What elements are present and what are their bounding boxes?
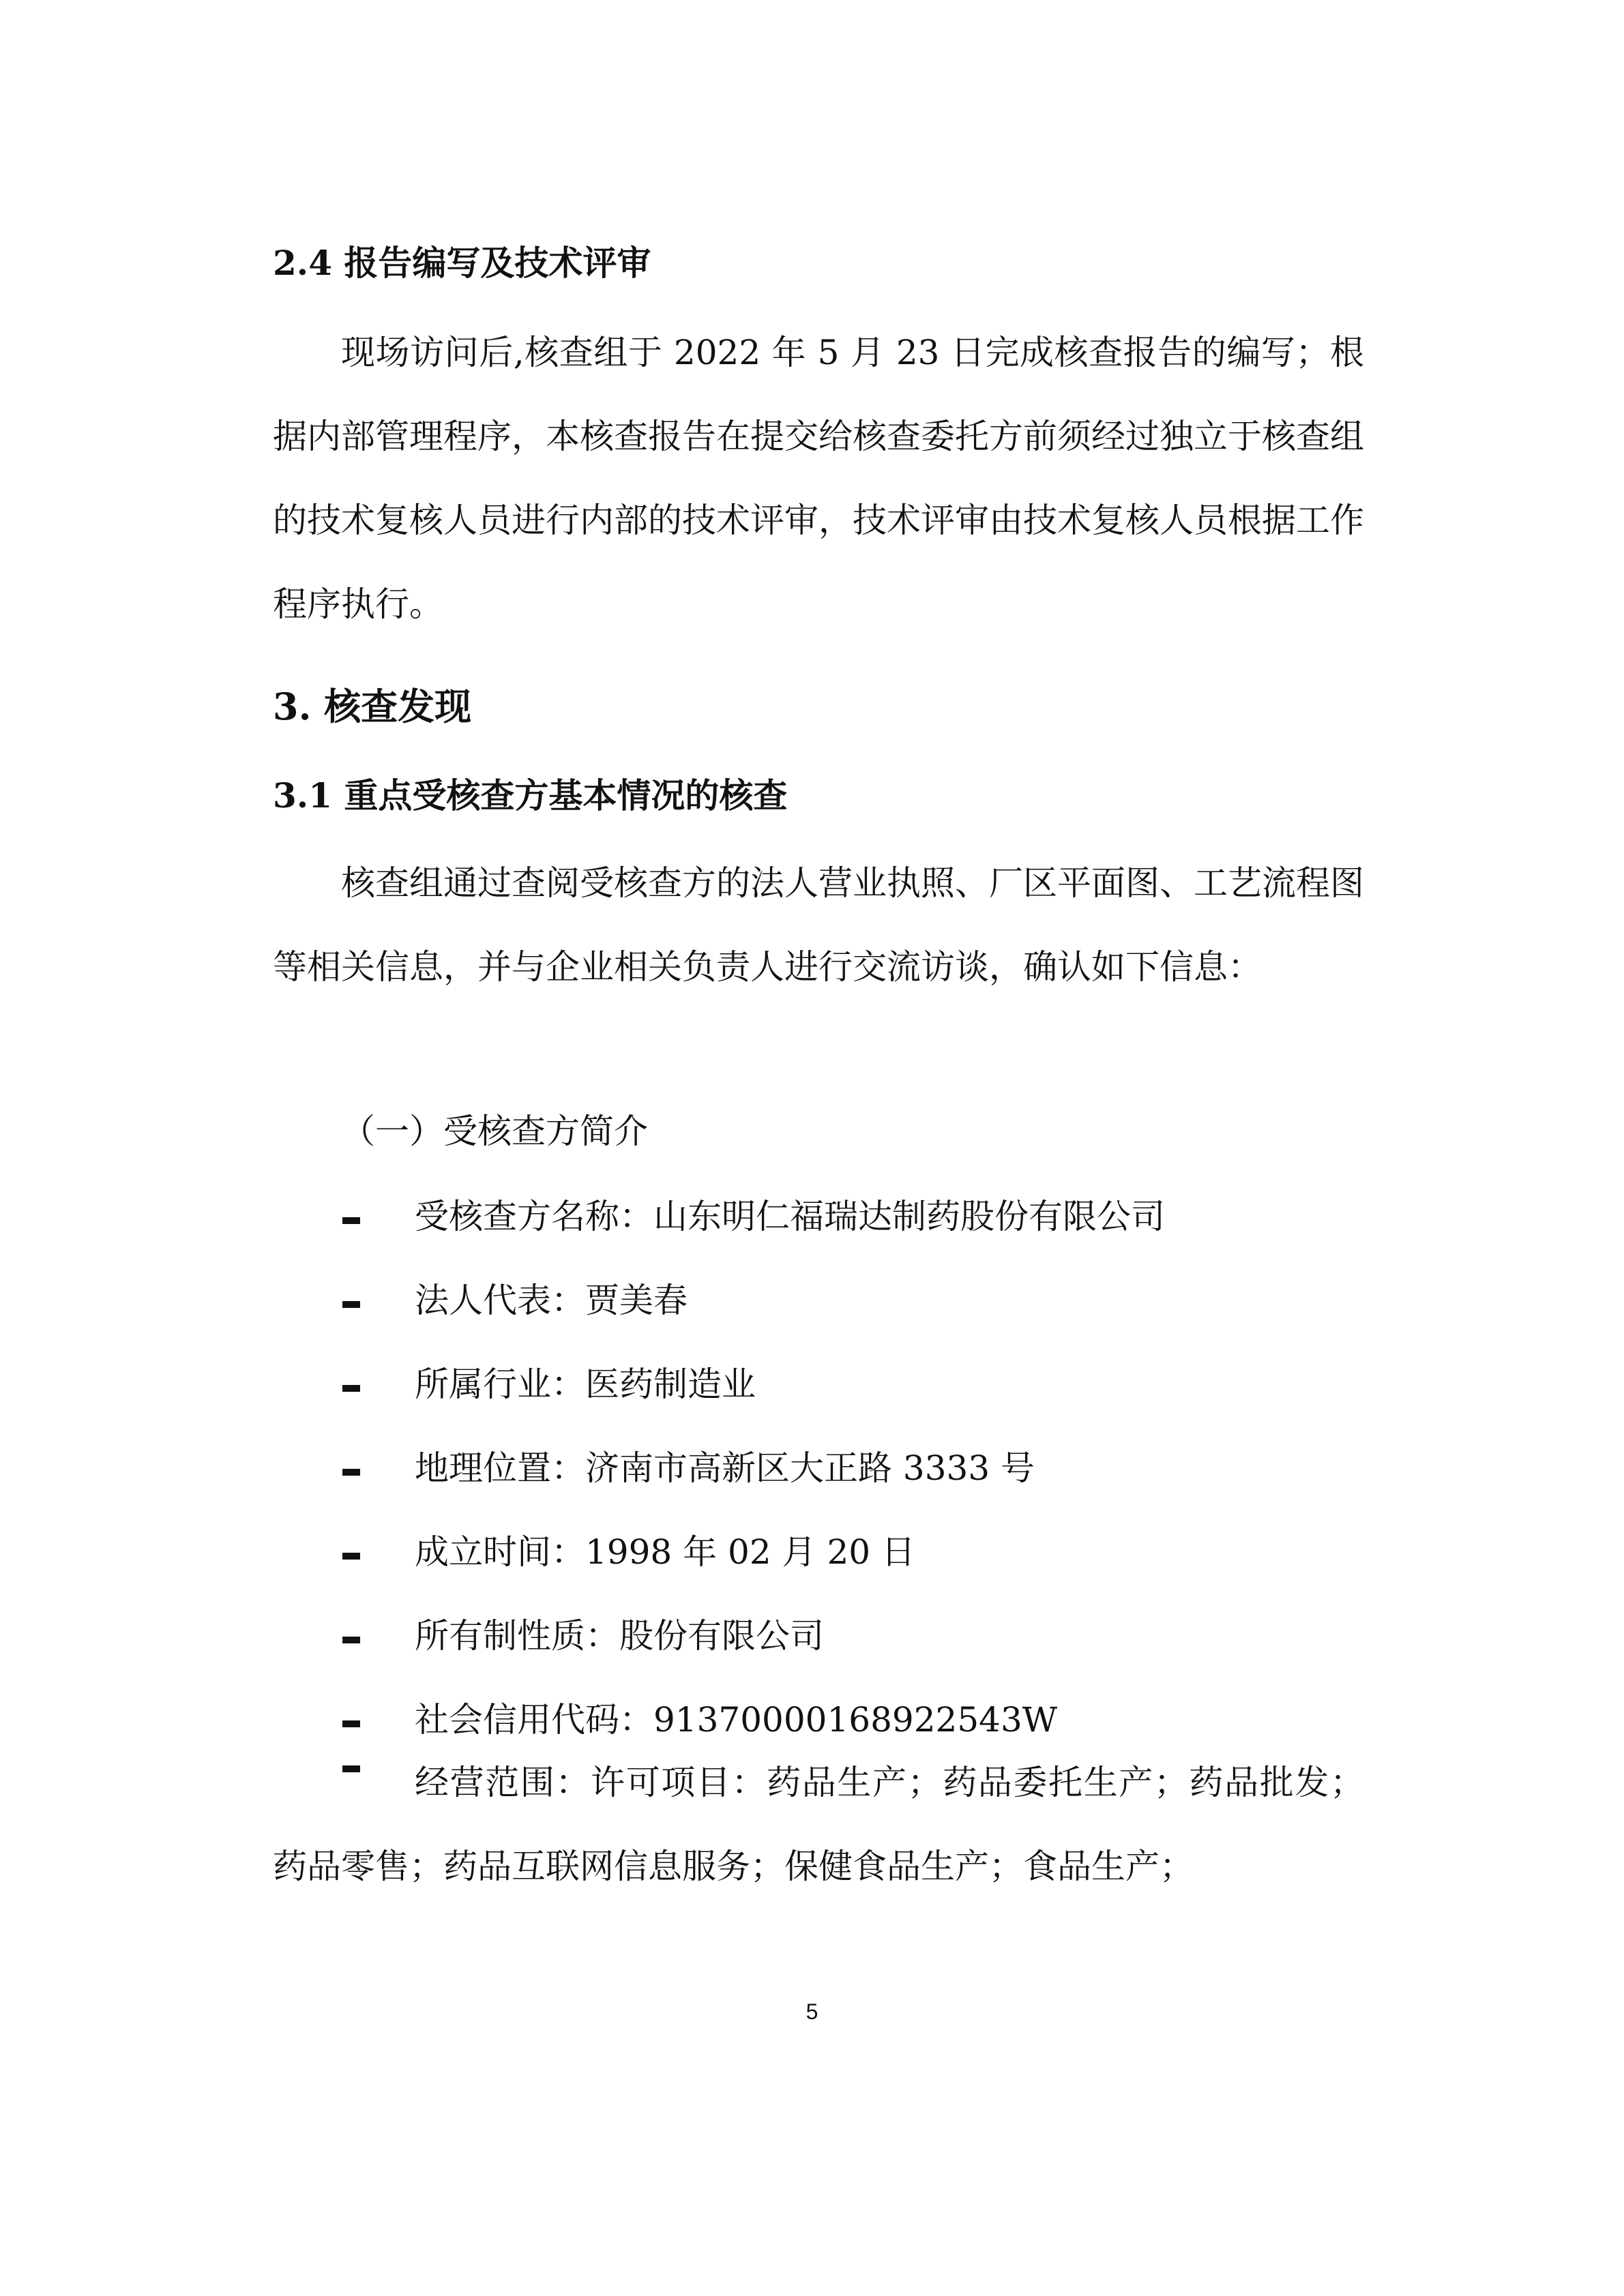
section-2-4-heading: 2.4 报告编写及技术评审 (273, 243, 651, 283)
list-item-text: 法人代表：贾美春 (415, 1281, 688, 1320)
list-item (273, 1699, 1364, 1740)
list-item (273, 1364, 1364, 1405)
list-item (273, 1196, 1364, 1237)
dash-bullet-icon (342, 1720, 360, 1727)
list-item-text: 成立时间：1998 年 02 月 20 日 (415, 1532, 915, 1572)
section-3-1-heading: 3.1 重点受核查方基本情况的核查 (273, 775, 788, 816)
dash-bullet-icon (342, 1765, 360, 1772)
list-item (273, 1280, 1364, 1321)
business-scope-item (273, 1741, 1364, 1909)
dash-bullet-icon (342, 1637, 360, 1643)
list-item (273, 1448, 1364, 1489)
dash-bullet-icon (342, 1301, 360, 1308)
section-3-heading: 3. 核查发现 (273, 685, 472, 728)
company-intro-subheading: （一）受核查方简介 (341, 1112, 648, 1151)
list-item-text: 所有制性质：股份有限公司 (415, 1616, 824, 1656)
list-item-text: 地理位置：济南市高新区大正路 3333 号 (415, 1448, 1035, 1488)
business-scope-text: 经营范围：许可项目：药品生产；药品委托生产；药品批发；药品零售；药品互联网信息服务；保健食品生产；食品生产； (273, 1763, 1364, 1886)
section-3-1-paragraph: 核查组通过查阅受核查方的法人营业执照、厂区平面图、工艺流程图等相关信息，并与企业相关负责人进行交流访谈，确认如下信息： (273, 863, 1364, 987)
dash-bullet-icon (342, 1385, 360, 1392)
dash-bullet-icon (342, 1553, 360, 1560)
dash-bullet-icon (342, 1217, 360, 1224)
section-2-4-paragraph: 现场访问后,核查组于 2022 年 5 月 23 日完成核查报告的编写；根据内部管理程序，本核查报告在提交给核查委托方前须经过独立于核查组的技术复核人员进行内部的技术评审，技术评审由技术复核人员根据工作程序执行。 (273, 333, 1364, 624)
list-item (273, 1532, 1364, 1572)
list-item (273, 1615, 1364, 1656)
page-number: 5 (806, 1999, 818, 2024)
list-item-text: 社会信用代码：91370000168922543W (415, 1700, 1058, 1740)
list-item-text: 受核查方名称：山东明仁福瑞达制药股份有限公司 (415, 1197, 1165, 1236)
dash-bullet-icon (342, 1469, 360, 1476)
list-item-text: 所属行业：医药制造业 (415, 1365, 756, 1404)
